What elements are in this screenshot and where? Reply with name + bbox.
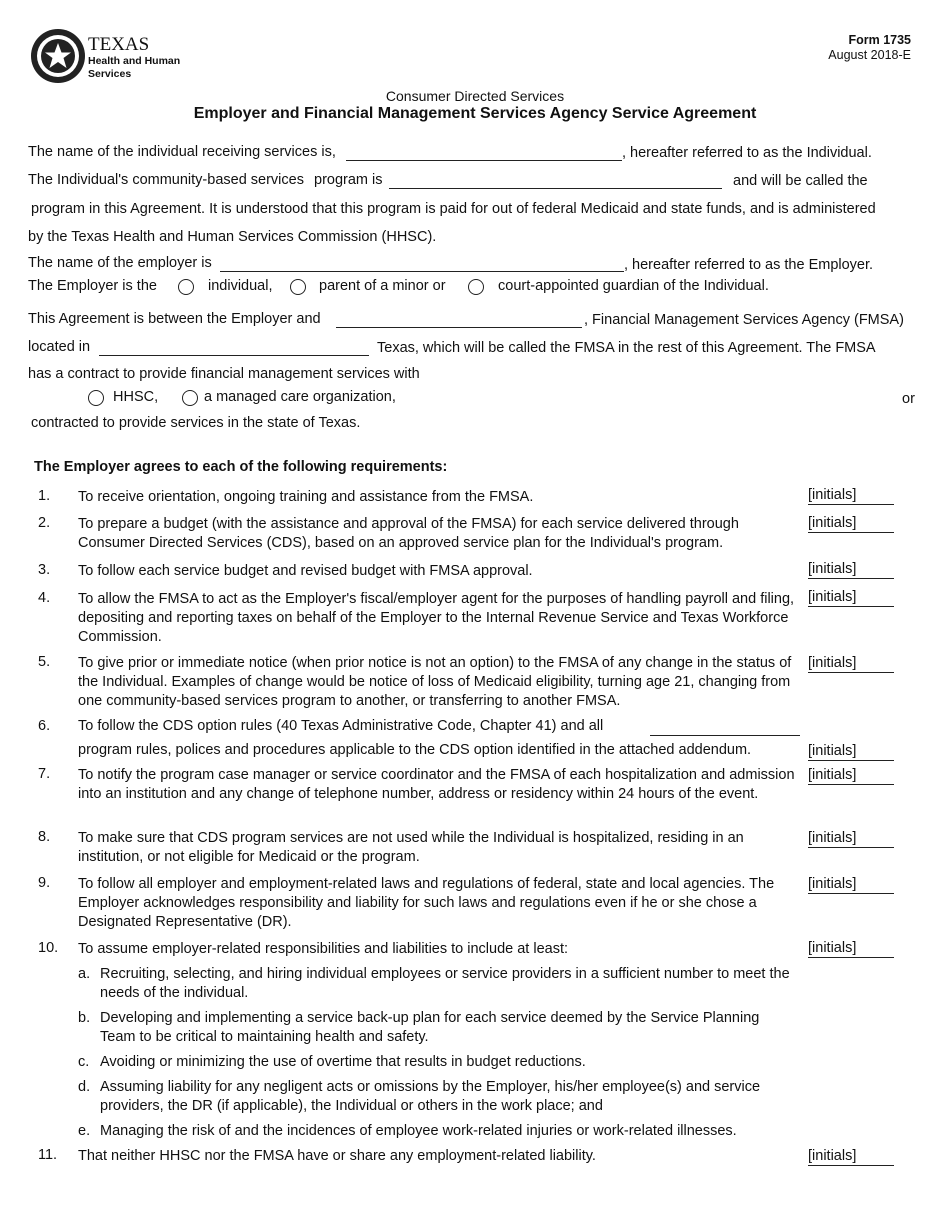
radio-mco[interactable] (182, 390, 198, 406)
form-number: Form 1735 (848, 33, 911, 47)
intro-line-2b: program is (314, 172, 383, 188)
intro-line-1a: The name of the individual receiving services is, (28, 144, 336, 160)
intro-line-5a: The name of the employer is (28, 255, 212, 271)
sub-item-b-letter: b. (78, 1010, 91, 1026)
page-title: Employer and Financial Management Services Agency Service Agreement (193, 105, 757, 122)
item-3-initials[interactable]: [initials] (808, 561, 894, 579)
label-hhsc: HHSC, (113, 389, 159, 405)
item-6-number: 6. (38, 718, 51, 734)
intro-line-6a: The Employer is the (28, 278, 157, 294)
intro-line-7a: This Agreement is between the Employer and (28, 311, 321, 327)
intro-line-7b: , Financial Management Services Agency (FMSA) (584, 312, 904, 328)
item-3-text: To follow each service budget and revised budget with FMSA approval. (78, 563, 533, 579)
intro-line-9: has a contract to provide financial management services with (28, 366, 420, 382)
intro-line-2c: and will be called the (733, 173, 868, 189)
item-8-initials[interactable]: [initials] (808, 830, 894, 848)
label-guardian: court-appointed guardian of the Individual. (498, 278, 769, 294)
requirements-heading: The Employer agrees to each of the following requirements: (34, 459, 448, 475)
item-1-number: 1. (38, 488, 51, 504)
item-11-initials[interactable]: [initials] (808, 1148, 894, 1166)
item-1-text: To receive orientation, ongoing training and assistance from the FMSA. (78, 489, 534, 505)
item-7-number: 7. (38, 766, 51, 782)
sub-item-e-letter: e. (78, 1123, 91, 1139)
intro-line-1b: , hereafter referred to as the Individual. (622, 145, 872, 161)
intro-line-8b: Texas, which will be called the FMSA in the rest of this Agreement. The FMSA (377, 340, 876, 356)
item-10-number: 10. (38, 940, 59, 956)
sub-item-e-text: Managing the risk of and the incidences of employee work-related injuries or work-related illnesses. (100, 1123, 737, 1139)
item-10-text: To assume employer-related responsibilities and liabilities to include at least: (78, 941, 569, 957)
sub-item-c-text: Avoiding or minimizing the use of overtime that results in budget reductions. (100, 1054, 586, 1070)
program-name-field[interactable] (389, 188, 722, 189)
program-rules-field[interactable] (650, 735, 800, 736)
hhs-logo (30, 28, 180, 84)
intro-line-4: by the Texas Health and Human Services Commission (HHSC). (28, 229, 437, 245)
item-11-number: 11. (38, 1147, 58, 1163)
item-8-text: To make sure that CDS program services are not used while the Individual is hospitalized, residing in an institution, or not eligible for Medicaid or the program. (78, 830, 744, 865)
individual-name-field[interactable] (346, 160, 622, 161)
label-or: or (902, 391, 915, 407)
item-3-number: 3. (38, 562, 51, 578)
sub-item-d-text: Assuming liability for any negligent acts or omissions by the Employer, his/her employee(s) and service providers, the DR (if applicable), the Individual or others in the work place; and (100, 1079, 761, 1114)
sub-item-c-letter: c. (78, 1054, 90, 1070)
item-5-text: To give prior or immediate notice (when prior notice is not an option) to the FMSA of any change in the status of the Individual. Examples of change would be notice of loss of Medicaid eligibility, turning age 21, changing from one community-based services program to another, or transferring to another FMSA. (78, 655, 792, 709)
item-7-text: To notify the program case manager or service coordinator and the FMSA of each hospitalization and admission into an institution and any change of telephone number, address or residency within 24 hours of the event. (78, 767, 795, 802)
sub-item-a-text: Recruiting, selecting, and hiring individual employees or service providers in a sufficient number to meet the needs of the individual. (100, 966, 790, 1001)
item-9-initials[interactable]: [initials] (808, 876, 894, 894)
item-4-number: 4. (38, 590, 51, 606)
item-2-number: 2. (38, 515, 51, 531)
item-1-initials[interactable]: [initials] (808, 487, 894, 505)
item-8-number: 8. (38, 829, 51, 845)
label-parent: parent of a minor or (319, 278, 446, 294)
logo-text-texas: TEXAS (88, 34, 150, 55)
texas-seal-icon (30, 28, 86, 84)
intro-line-2a: The Individual's community-based services (28, 172, 304, 188)
radio-parent[interactable] (290, 279, 306, 295)
item-10-initials[interactable]: [initials] (808, 940, 894, 958)
item-5-initials[interactable]: [initials] (808, 655, 894, 673)
intro-line-8a: located in (28, 339, 91, 355)
employer-name-field[interactable] (220, 271, 624, 272)
label-individual: individual, (208, 278, 273, 294)
item-5-number: 5. (38, 654, 51, 670)
sub-item-d-letter: d. (78, 1079, 91, 1095)
form-date: August 2018-E (828, 48, 911, 62)
item-4-text: To allow the FMSA to act as the Employer's fiscal/employer agent for the purposes of handling payroll and filing, depositing and reporting taxes on behalf of the Employer to the Internal Revenue Service and Texas Workforce Commission. (78, 591, 795, 645)
intro-line-5b: , hereafter referred to as the Employer. (624, 257, 874, 273)
intro-line-10: contracted to provide services in the state of Texas. (31, 415, 361, 431)
item-2-text: To prepare a budget (with the assistance and approval of the FMSA) for each service delivered through Consumer Directed Services (CDS), based on an approved service plan for the Individual's program. (78, 516, 739, 551)
page-subtitle: Consumer Directed Services (385, 88, 565, 104)
item-6-text-b: program rules, polices and procedures applicable to the CDS option identified in the attached addendum. (78, 742, 752, 758)
item-2-initials[interactable]: [initials] (808, 515, 894, 533)
item-6-text-a: To follow the CDS option rules (40 Texas Administrative Code, Chapter 41) and all (78, 718, 604, 734)
radio-guardian[interactable] (468, 279, 484, 295)
item-9-number: 9. (38, 875, 51, 891)
fmsa-location-field[interactable] (99, 355, 369, 356)
logo-text-hhs: Health and Human (88, 55, 181, 67)
item-11-text: That neither HHSC nor the FMSA have or share any employment-related liability. (78, 1148, 596, 1164)
sub-item-b-text: Developing and implementing a service back-up plan for each service deemed by the Service Planning Team to be critical to maintaining health and safety. (100, 1010, 760, 1045)
item-9-text: To follow all employer and employment-related laws and regulations of federal, state and local agencies. The Employer acknowledges responsibility and liability for such laws and regulations even if he or she chose a Designated Representative (DR). (78, 876, 775, 930)
label-mco: a managed care organization, (204, 389, 396, 405)
item-7-initials[interactable]: [initials] (808, 767, 894, 785)
fmsa-name-field[interactable] (336, 327, 582, 328)
radio-individual[interactable] (178, 279, 194, 295)
logo-text-services: Services (88, 68, 132, 80)
item-4-initials[interactable]: [initials] (808, 589, 894, 607)
item-6-initials[interactable]: [initials] (808, 743, 894, 761)
sub-item-a-letter: a. (78, 966, 91, 982)
intro-line-3: program in this Agreement. It is understood that this program is paid for out of federal Medicaid and state funds, and is administered (31, 201, 876, 217)
radio-hhsc[interactable] (88, 390, 104, 406)
